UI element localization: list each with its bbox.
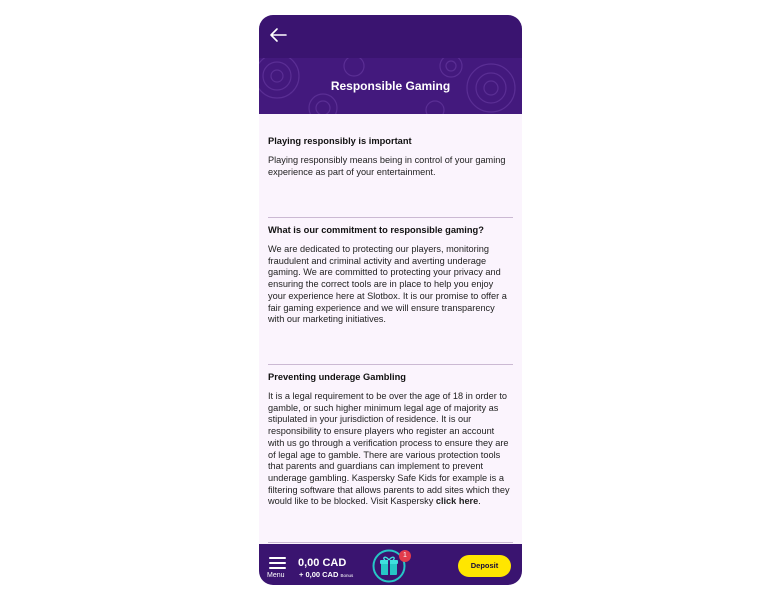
arrow-left-icon[interactable] [267,24,289,46]
section-body: We are dedicated to protecting our players, monitoring fraudulent and criminal activity and averting underage gaming. We are committed to protecting your privacy and ensuring the correct tools are in place to help you enjoy your experience here at Slotbox. It is our promise to offer a fair gaming experience and we will ensure transparency with our marketing initiatives. [268,244,507,325]
section-body [268,391,513,508]
section-title: What is our commitment to responsible gaming? [268,225,484,235]
hamburger-icon-line [269,557,286,559]
section-playing-responsibly [268,136,513,178]
hamburger-icon-line [269,562,286,564]
section-title: Playing responsibly is important [268,136,412,146]
section-divider [268,364,513,365]
bonus-label: Bonus [340,573,354,578]
bonus-amount [299,570,353,579]
section-underage [268,372,513,508]
page-header [259,58,522,114]
section-title: Preventing underage Gambling [268,372,406,382]
section-divider [268,542,513,543]
menu-button[interactable] [267,554,289,582]
section-body: Playing responsibly means being in control of your gaming experience as part of your entertainment. [268,155,506,177]
hamburger-icon-line [269,567,286,569]
kaspersky-link[interactable]: click here [435,496,479,507]
section-body-suffix: . [478,496,481,507]
section-divider [268,217,513,218]
mobile-frame [259,15,522,585]
gift-badge: 1 [399,550,411,562]
bonus-value: + 0,00 CAD [299,570,339,579]
deposit-button[interactable]: Deposit [458,555,511,577]
section-commitment [268,225,513,326]
content-area [259,114,522,544]
section-body-text: It is a legal requirement to be over the age of 18 in order to gamble, or such higher minimum legal age of majority as stipulated in your jurisdiction of residence. It is our responsibility to ensure players who register an account with us go through a verification process to ensure they are of legal age to gamble. There are various protection tools that parents and guardians can implement to prevent underage gambling. Kaspersky Safe Kids for example is a filtering software that allows parents to add sites which they would like to be blocked. Visit Kaspersky [268,391,510,507]
bottom-bar [259,544,522,585]
page-title: Responsible Gaming [330,79,451,93]
balance-amount: 0,00 CAD [298,557,347,569]
menu-label: Menu [267,572,285,579]
top-bar [259,15,522,58]
